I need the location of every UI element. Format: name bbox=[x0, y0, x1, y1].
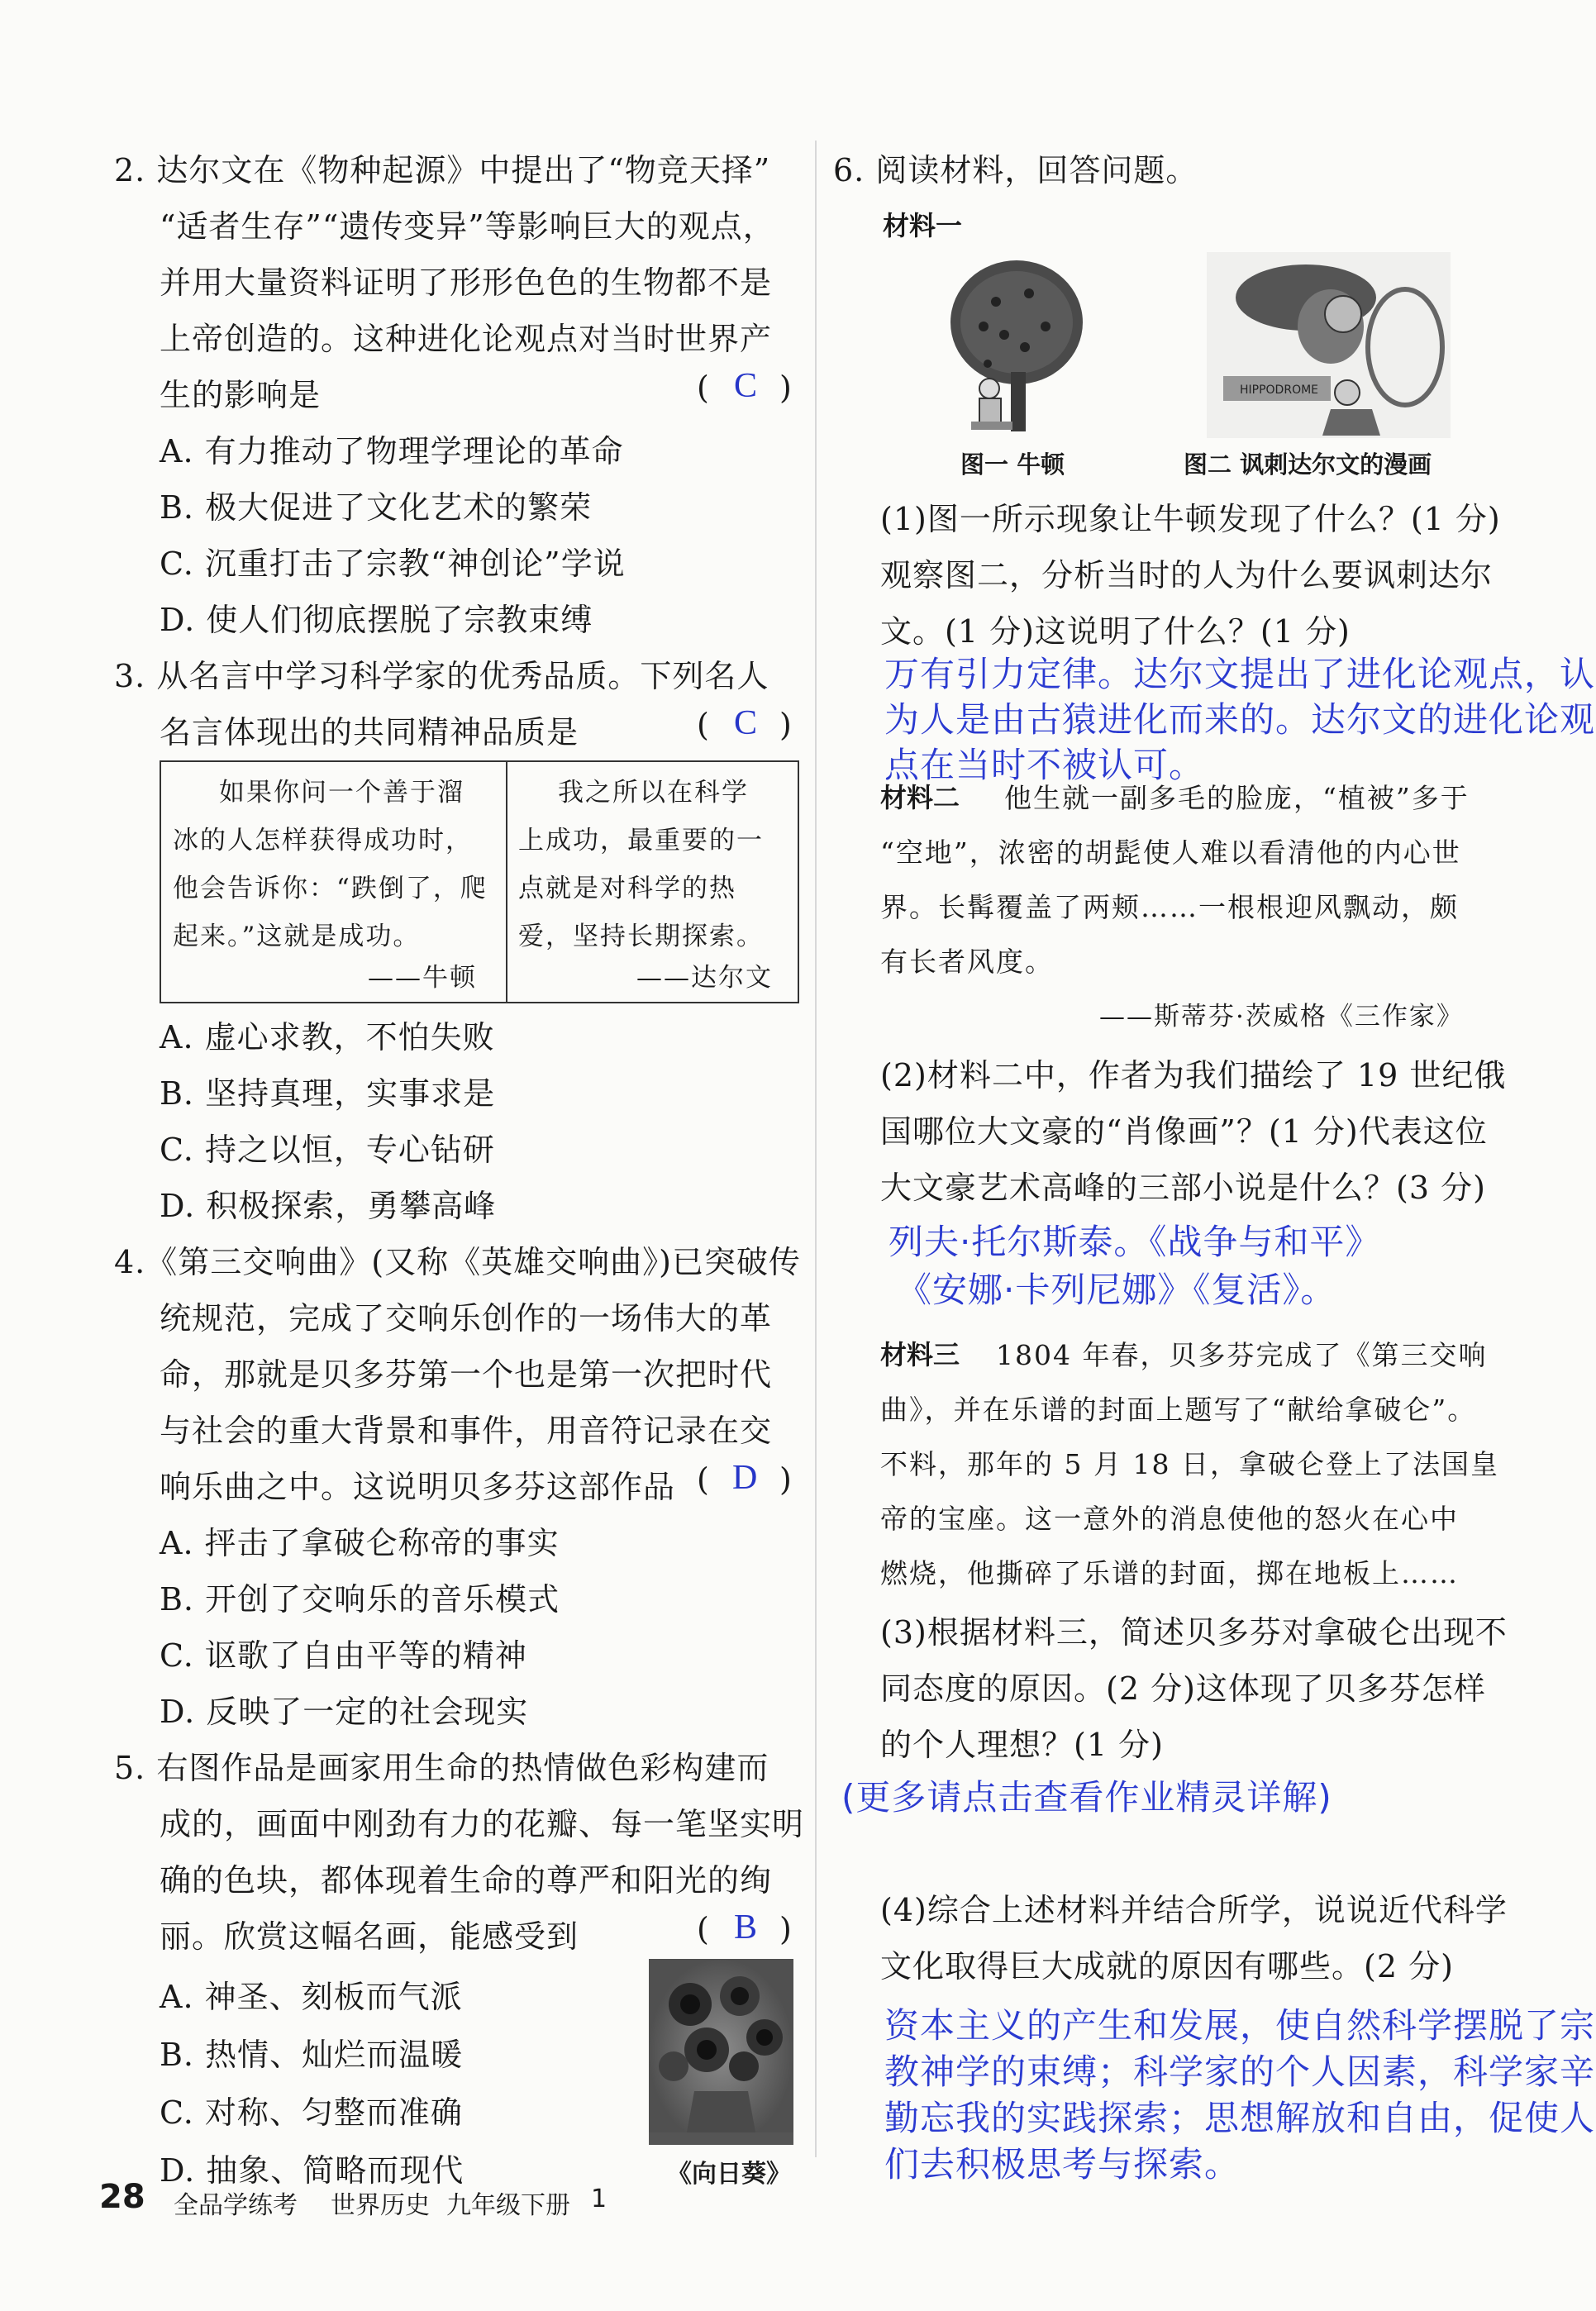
material-2-label: 材料二 bbox=[880, 782, 960, 813]
material-3-line: 曲》，并在乐谱的封面上题写了“献给拿破仑”。 bbox=[880, 1394, 1477, 1426]
answer-bracket: ( bbox=[697, 1911, 710, 1947]
q6-3-line: 同态度的原因。(2 分)这体现了贝多芬怎样 bbox=[880, 1670, 1486, 1707]
q6-2-answer-line: 《安娜·卡列尼娜》《复活》。 bbox=[897, 1270, 1336, 1310]
q6-4-answer-line: 们去积极思考与探索。 bbox=[884, 2144, 1241, 2185]
quote-left-line: 如果你问一个善于溜 bbox=[219, 778, 465, 808]
q6-4-answer-line: 勤忘我的实践探索；思想解放和自由，促使人 bbox=[884, 2098, 1596, 2138]
quote-left-author: ——牛顿 bbox=[368, 963, 477, 993]
more-detail-link[interactable]: (更多请点击查看作业精灵详解) bbox=[841, 1777, 1332, 1818]
q3-line: 名言体现出的共同精神品质是 bbox=[160, 714, 579, 750]
material-2-source: ——斯蒂芬·茨威格《三作家》 bbox=[1099, 1002, 1464, 1032]
q5-option: D. 抽象、简略而现代 bbox=[160, 2152, 465, 2189]
figure-1-caption: 图一 牛顿 bbox=[960, 450, 1065, 479]
q3-option: C. 持之以恒，专心钻研 bbox=[160, 1132, 495, 1168]
material-1-label: 材料一 bbox=[883, 210, 963, 241]
answer-bracket: ( bbox=[697, 707, 710, 743]
q6-1-answer-line: 为人是由古猿进化而来的。达尔文的进化论观 bbox=[884, 699, 1596, 740]
material-2-line: 他生就一副多毛的脸庞，“植被”多于 bbox=[1004, 782, 1470, 814]
answer-bracket: ( bbox=[697, 1461, 710, 1498]
q4-line: 响乐曲之中。这说明贝多芬这部作品 bbox=[160, 1469, 676, 1505]
q6-1-answer-line: 点在当时不被认可。 bbox=[884, 745, 1205, 785]
quote-right-author: ——达尔文 bbox=[636, 963, 773, 993]
q5-option: C. 对称、匀整而准确 bbox=[160, 2094, 463, 2131]
footer-index: 1 bbox=[591, 2185, 607, 2213]
quote-right-line: 爱，坚持长期探索。 bbox=[518, 922, 764, 951]
q4-option: C. 讴歌了自由平等的精神 bbox=[160, 1637, 527, 1674]
q6-1-line: 文。(1 分)这说明了什么？(1 分) bbox=[880, 613, 1351, 650]
q6-4-line: 文化取得巨大成就的原因有哪些。(2 分) bbox=[880, 1948, 1454, 1985]
answer-bracket: ) bbox=[779, 707, 793, 743]
q2-option: C. 沉重打击了宗教“神创论”学说 bbox=[160, 546, 626, 582]
quote-left-line: 他会告诉你：“跌倒了，爬 bbox=[173, 874, 488, 903]
answer-bracket: ) bbox=[779, 1911, 793, 1947]
sunflowers-painting-image bbox=[649, 1959, 793, 2145]
q2-line: “适者生存”“遗传变异”等影响巨大的观点， bbox=[160, 208, 775, 245]
material-3-label: 材料三 bbox=[880, 1339, 960, 1370]
q4-answer: D bbox=[732, 1459, 758, 1497]
column-divider bbox=[815, 141, 817, 2157]
q6-2-line: 国哪位大文豪的“肖像画”？(1 分)代表这位 bbox=[880, 1113, 1488, 1150]
q5-option: B. 热情、灿烂而温暖 bbox=[160, 2037, 464, 2073]
q2-answer: C bbox=[734, 367, 758, 405]
q6-title: 6. 阅读材料，回答问题。 bbox=[833, 152, 1198, 188]
newton-tree-image bbox=[946, 256, 1083, 434]
q5-line: 成的，画面中刚劲有力的花瓣、每一笔坚实明 bbox=[160, 1806, 805, 1842]
q6-2-answer-line: 列夫·托尔斯泰。《战争与和平》 bbox=[889, 1222, 1381, 1262]
q2-option: B. 极大促进了文化艺术的繁荣 bbox=[160, 489, 593, 526]
q4-line: 统规范，完成了交响乐创作的一场伟大的革 bbox=[160, 1300, 773, 1337]
q4-line: 命，那就是贝多芬第一个也是第一次把时代 bbox=[160, 1356, 773, 1393]
quote-table bbox=[160, 760, 799, 1003]
q4-line: 4.《第三交响曲》(又称《英雄交响曲》)已突破传 bbox=[114, 1244, 801, 1280]
q6-4-answer-line: 教神学的束缚；科学家的个人因素，科学家辛 bbox=[884, 2051, 1596, 2092]
quote-right-line: 点就是对科学的热 bbox=[518, 874, 736, 903]
q4-option: B. 开创了交响乐的音乐模式 bbox=[160, 1581, 560, 1618]
q2-line: 2. 达尔文在《物种起源》中提出了“物竞天择” bbox=[114, 152, 771, 188]
q5-line: 5. 右图作品是画家用生命的热情做色彩构建而 bbox=[114, 1750, 769, 1786]
painting-caption: 《向日葵》 bbox=[667, 2160, 791, 2189]
q4-option: D. 反映了一定的社会现实 bbox=[160, 1694, 529, 1730]
material-3-line: 燃烧，他撕碎了乐谱的封面，掷在地板上…… bbox=[880, 1557, 1459, 1589]
material-3-line: 不料，那年的 5 月 18 日，拿破仑登上了法国皇 bbox=[880, 1448, 1499, 1480]
material-3-line: 1804 年春，贝多芬完成了《第三交响 bbox=[996, 1339, 1488, 1371]
footer-grade: 九年级下册 bbox=[446, 2191, 570, 2220]
q6-4-answer-line: 资本主义的产生和发展，使自然科学摆脱了宗 bbox=[884, 2005, 1596, 2046]
q2-line: 生的影响是 bbox=[160, 377, 322, 413]
quote-left-line: 冰的人怎样获得成功时， bbox=[173, 826, 473, 855]
q2-line: 并用大量资料证明了形形色色的生物都不是 bbox=[160, 264, 773, 301]
q6-3-line: (3)根据材料三，简述贝多芬对拿破仑出现不 bbox=[880, 1614, 1508, 1651]
q3-option: D. 积极探索，勇攀高峰 bbox=[160, 1188, 497, 1224]
answer-bracket: ) bbox=[779, 369, 793, 406]
q5-answer: B bbox=[734, 1908, 758, 1946]
q2-option: D. 使人们彻底摆脱了宗教束缚 bbox=[160, 602, 593, 638]
q5-line: 丽。欣赏这幅名画，能感受到 bbox=[160, 1918, 579, 1955]
q6-1-answer-line: 万有引力定律。达尔文提出了进化论观点，认 bbox=[884, 654, 1596, 694]
q6-4-line: (4)综合上述材料并结合所学，说说近代科学 bbox=[880, 1892, 1508, 1928]
answer-bracket: ) bbox=[779, 1461, 793, 1498]
darwin-caricature-image bbox=[1207, 252, 1451, 438]
q6-2-line: 大文豪艺术高峰的三部小说是什么？(3 分) bbox=[880, 1170, 1486, 1206]
material-3-line: 帝的宝座。这一意外的消息使他的怒火在心中 bbox=[880, 1503, 1459, 1535]
q5-line: 确的色块，都体现着生命的尊严和阳光的绚 bbox=[160, 1862, 773, 1899]
q3-answer: C bbox=[734, 704, 758, 742]
q2-line: 上帝创造的。这种进化论观点对当时世界产 bbox=[160, 321, 773, 357]
q6-3-line: 的个人理想？(1 分) bbox=[880, 1727, 1164, 1763]
material-2-line: “空地”，浓密的胡髭使人难以看清他的内心世 bbox=[880, 836, 1461, 869]
q3-option: A. 虚心求教，不怕失败 bbox=[160, 1019, 495, 1055]
q6-2-line: (2)材料二中，作者为我们描绘了 19 世纪俄 bbox=[880, 1057, 1507, 1094]
svg-text:HIPPODROME: HIPPODROME bbox=[1240, 384, 1319, 397]
q4-line: 与社会的重大背景和事件，用音符记录在交 bbox=[160, 1413, 773, 1449]
quote-right-line: 我之所以在科学 bbox=[558, 778, 749, 808]
footer-book: 全品学练考 bbox=[174, 2191, 298, 2220]
answer-bracket: ( bbox=[697, 369, 710, 406]
q4-option: A. 抨击了拿破仑称帝的事实 bbox=[160, 1525, 560, 1561]
q5-option: A. 神圣、刻板而气派 bbox=[160, 1979, 463, 2015]
q6-1-line: 观察图二，分析当时的人为什么要讽刺达尔 bbox=[880, 557, 1494, 593]
material-2-line: 有长者风度。 bbox=[880, 946, 1054, 978]
q6-1-line: (1)图一所示现象让牛顿发现了什么？(1 分) bbox=[880, 501, 1501, 537]
material-2-line: 界。长髯覆盖了两颊……一根根迎风飘动，颇 bbox=[880, 891, 1459, 923]
quote-right-line: 上成功，最重要的一 bbox=[518, 826, 764, 855]
footer-subject: 世界历史 bbox=[331, 2191, 430, 2220]
q2-option: A. 有力推动了物理学理论的革命 bbox=[160, 433, 624, 469]
figure-2-caption: 图二 讽刺达尔文的漫画 bbox=[1184, 450, 1432, 479]
q3-option: B. 坚持真理，实事求是 bbox=[160, 1075, 496, 1112]
quote-left-line: 起来。”这就是成功。 bbox=[173, 922, 421, 951]
q3-line: 3. 从名言中学习科学家的优秀品质。下列名人 bbox=[114, 658, 769, 694]
page-number: 28 bbox=[99, 2178, 145, 2216]
